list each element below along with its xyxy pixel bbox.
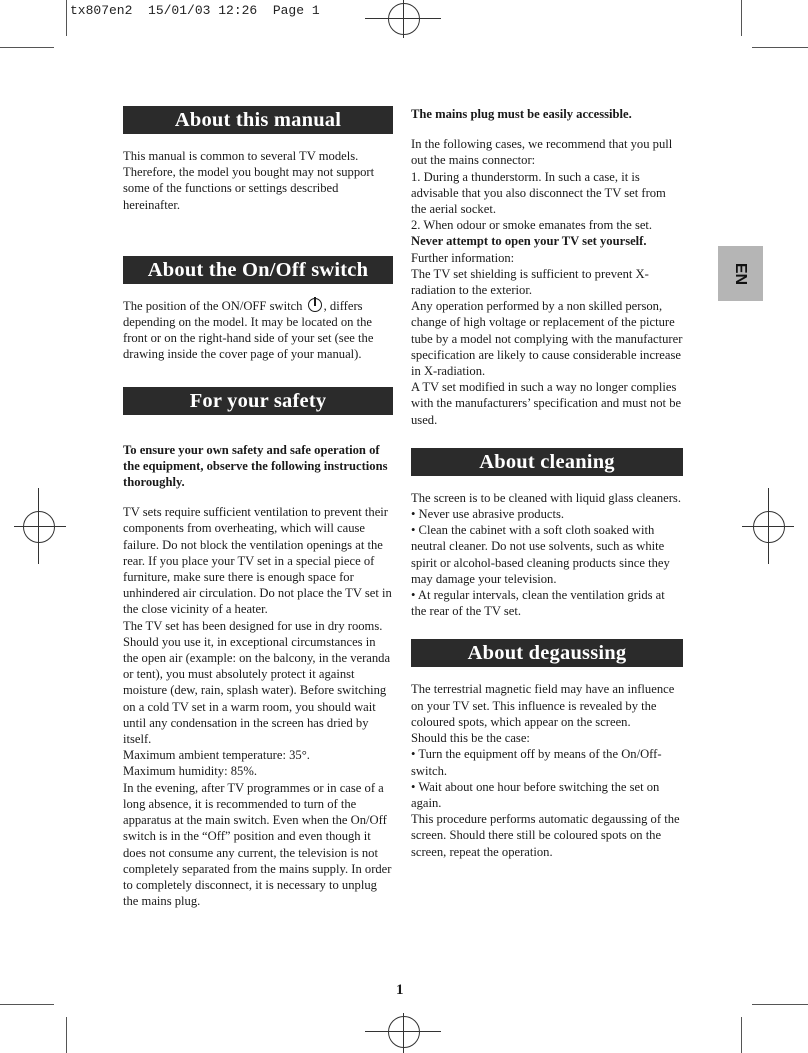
onoff-text-start: The position of the ON/OFF switch <box>123 298 303 313</box>
degaussing-switch-off: • Turn the equipment off by means of the On/Off-switch. <box>411 747 662 778</box>
about-manual-heading: About this manual <box>123 106 393 134</box>
mains-further: Further information: <box>411 250 515 265</box>
page-number: 1 <box>396 982 404 998</box>
degaussing-procedure: This procedure performs automatic degaussing of the screen. Should there still be coloured spots on the screen, repeat the operation. <box>411 812 680 859</box>
about-manual-text: This manual is common to several TV models. Therefore, the model you bought may not support some of the functions or settings described hereinafter. <box>123 149 375 212</box>
safety-dry-rooms: The TV set has been designed for use in dry rooms. Should you use it, in exceptional circumstances in the open air (example: on the balcony, in the veranda or tent), you must absolutely protect it against moisture (dew, rain, splash water). Before switching on a cold TV set in a warm room, you should wait until any condensation in the screen has dried by itself. <box>123 618 391 747</box>
onoff-text-end: , differs depending on the model. It may be located on the front or on the right-hand side of your set (see the drawing inside the cover page of your manual). <box>123 298 374 362</box>
safety-temperature: Maximum ambient temperature: 35°. <box>123 748 310 763</box>
onoff-text <box>123 298 393 363</box>
crop-mark <box>0 1004 54 1005</box>
mains-heading: The mains plug must be easily accessible. <box>411 107 632 121</box>
safety-intro: To ensure your own safety and safe operation of the equipment, observe the following instructions thoroughly. <box>123 442 388 490</box>
safety-heading: For your safety <box>123 387 393 415</box>
crop-mark <box>741 0 742 36</box>
mains-xradiation: Any operation performed by a non skilled person, change of high voltage or replacement of the picture tube by a model not complying with the manufacturer specification are likely to cause considerable increase in X-radiation. <box>411 299 683 379</box>
safety-main-switch: In the evening, after TV programmes or in case of a long absence, it is recommended to turn of the apparatus at the main switch. Even when the On/Off switch is in the “Off” position and even though it does not consume any current, the television is not completely separated from the mains supply. In order to completely disconnect, it is necessary to unplug the mains plug. <box>123 780 392 909</box>
cleaning-heading: About cleaning <box>411 448 683 476</box>
crop-mark <box>741 1017 742 1053</box>
mains-modified: A TV set modified in such a way no longer complies with the manufacturers’ specification and must not be used. <box>411 380 682 427</box>
cleaning-screen: The screen is to be cleaned with liquid glass cleaners. <box>411 490 681 505</box>
mains-smoke: 2. When odour or smoke emanates from the set. <box>411 218 653 233</box>
crop-mark <box>66 1017 67 1053</box>
crop-mark <box>66 0 67 36</box>
cleaning-abrasive: • Never use abrasive products. <box>411 507 565 522</box>
degaussing-case: Should this be the case: <box>411 731 530 746</box>
crop-mark <box>752 47 808 48</box>
cleaning-cabinet: • Clean the cabinet with a soft cloth soaked with neutral cleaner. Do not use solvents, such as white spirit or alcohol-based cleaning products since they may damage your television. <box>411 523 670 586</box>
safety-humidity: Maximum humidity: 85%. <box>123 764 257 779</box>
printer-slug: tx807en2 15/01/03 12:26 Page 1 <box>70 3 320 18</box>
safety-ventilation: TV sets require sufficient ventilation to prevent their components from overheating, which will cause failure. Do not block the ventilation openings at the rear. If you place your TV set in a special piece of furniture, make sure there is enough space for unhindered air circulation. Do not place the TV set in the close vicinity of a heater. <box>123 505 392 617</box>
crop-mark <box>752 1004 808 1005</box>
degaussing-wait: • Wait about one hour before switching the set on again. <box>411 779 660 810</box>
language-tab <box>718 246 763 301</box>
right-column <box>411 106 683 860</box>
cleaning-grids: • At regular intervals, clean the ventilation grids at the rear of the TV set. <box>411 588 665 619</box>
onoff-heading: About the On/Off switch <box>123 256 393 284</box>
mains-warning: Never attempt to open your TV set yourself. <box>411 234 647 249</box>
left-column <box>123 106 393 909</box>
mains-thunderstorm: 1. During a thunderstorm. In such a case, it is advisable that you also disconnect the TV set from the aerial socket. <box>411 169 666 217</box>
language-tab-label: EN <box>732 262 750 285</box>
degaussing-field: The terrestrial magnetic field may have an influence on your TV set. This influence is revealed by the coloured spots, which appear on the screen. <box>411 682 675 729</box>
mains-shielding: The TV set shielding is sufficient to prevent X-radiation to the exterior. <box>411 266 649 298</box>
crop-mark <box>0 47 54 48</box>
degaussing-heading: About degaussing <box>411 639 683 667</box>
mains-intro: In the following cases, we recommend that you pull out the mains connector: <box>411 137 673 168</box>
power-switch-icon <box>308 298 322 312</box>
